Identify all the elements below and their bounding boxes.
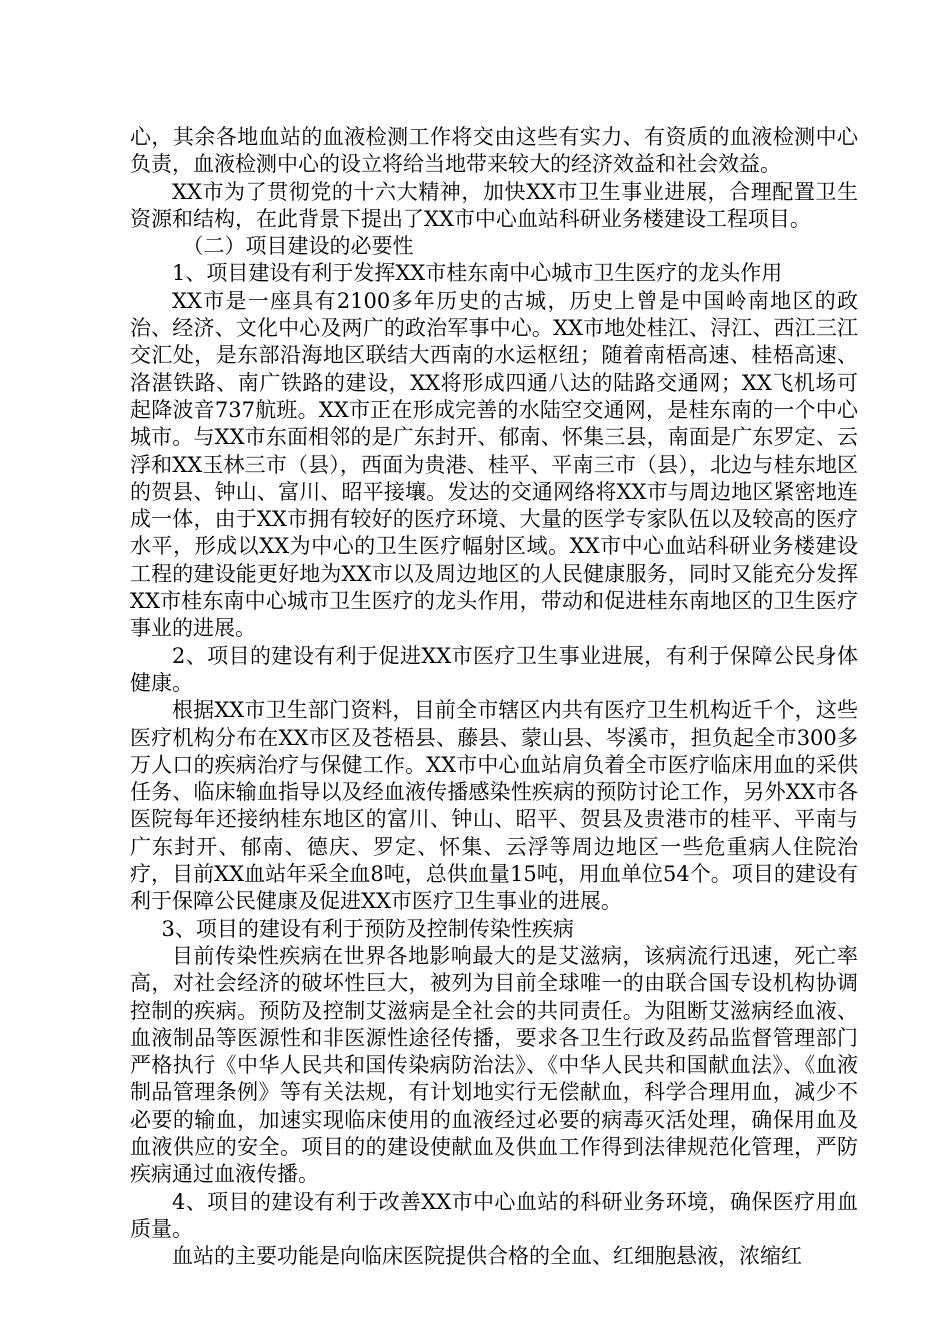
- subheading-2: 2、项目的建设有利于促进XX市医疗卫生事业进展，有利于保障公民身体健康。: [130, 643, 858, 695]
- paragraph-continuation: 心，其余各地血站的血液检测工作将交由这些有实力、有资质的血液检测中心负责，血液检测中心的设立将给当地带来较大的经济效益和社会效益。: [130, 125, 858, 177]
- paragraph-project-background: XX市为了贯彻党的十六大精神，加快XX市卫生事业进展，合理配置卫生资源和结构，在此背景下提出了XX市中心血站科研业务楼建设工程项目。: [130, 179, 858, 231]
- section-heading-necessity: （二）项目建设的必要性: [182, 234, 414, 259]
- document-body: [130, 124, 858, 1270]
- paragraph-health-resources: 根据XX市卫生部门资料，目前全市辖区内共有医疗卫生机构近千个，这些医疗机构分布在XX市区及苍梧县、藤县、蒙山县、岑溪市，担负起全市300多万人口的疾病治疗与保健工作。XX市中心血站肩负着全市医疗临床用血的采供任务、临床输血指导以及经血液传播感染性疾病的预防讨论工作，另外XX市各医院每年还接纳桂东地区的富川、钟山、昭平、贺县及贵港市的桂平、平南与广东封开、郁南、德庆、罗定、怀集、云浮等周边地区一些危重病人住院治疗，目前XX血站年采全血8吨，总供血量15吨，用血单位54个。项目的建设有利于保障公民健康及促进XX市医疗卫生事业的进展。: [130, 698, 858, 914]
- paragraph-blood-station-function: 血站的主要功能是向临床医院提供合格的全血、红细胞悬液，浓缩红: [172, 1244, 802, 1269]
- subheading-4: 4、项目的建设有利于改善XX市中心血站的科研业务环境，确保医疗用血质量。: [130, 1189, 858, 1241]
- paragraph-disease-prevention: 目前传染性疾病在世界各地影响最大的是艾滋病，该病流行迅速，死亡率高，对社会经济的破坏性巨大，被列为目前全球唯一的由联合国专设机构协调控制的疾病。预防及控制艾滋病是全社会的共同责任。为阻断艾滋病经血液、血液制品等医源性和非医源性途径传播，要求各卫生行政及药品监督管理部门严格执行《中华人民共和国传染病防治法》、《中华人民共和国献血法》、《血液制品管理条例》等有关法规，有计划地实行无偿献血，科学合理用血，减少不必要的输血，加速实现临床使用的血液经过必要的病毒灭活处理，确保用血及血液供应的安全。项目的的建设使献血及供血工作得到法律规范化管理，严防疾病通过血液传播。: [130, 943, 858, 1187]
- subheading-3: 3、项目的建设有利于预防及控制传染性疾病: [161, 916, 574, 941]
- subheading-1: 1、项目建设有利于发挥XX市桂东南中心城市卫生医疗的龙头作用: [172, 261, 783, 286]
- paragraph-city-overview: XX市是一座具有2100多年历史的古城，历史上曾是中国岭南地区的政治、经济、文化中心及两广的政治军事中心。XX市地处桂江、浔江、西江三江交汇处，是东部沿海地区联结大西南的水运枢纽；随着南梧高速、桂梧高速、洛湛铁路、南广铁路的建设，XX将形成四通八达的陆路交通网；XX飞机场可起降波音737航班。XX市正在形成完善的水陆空交通网，是桂东南的一个中心城市。与XX市东面相邻的是广东封开、郁南、怀集三县，南面是广东罗定、云浮和XX玉林三市（县），西面为贵港、桂平、平南三市（县），北边与桂东地区的贺县、钟山、富川、昭平接壤。发达的交通网络将XX市与周边地区紧密地连成一体，由于XX市拥有较好的医疗环境、大量的医学专家队伍以及较高的医疗水平，形成以XX为中心的卫生医疗幅射区域。XX市中心血站科研业务楼建设工程的建设能更好地为XX市以及周边地区的人民健康服务，同时又能充分发挥XX市桂东南中心城市卫生医疗的龙头作用，带动和促进桂东南地区的卫生医疗事业的进展。: [130, 288, 858, 641]
